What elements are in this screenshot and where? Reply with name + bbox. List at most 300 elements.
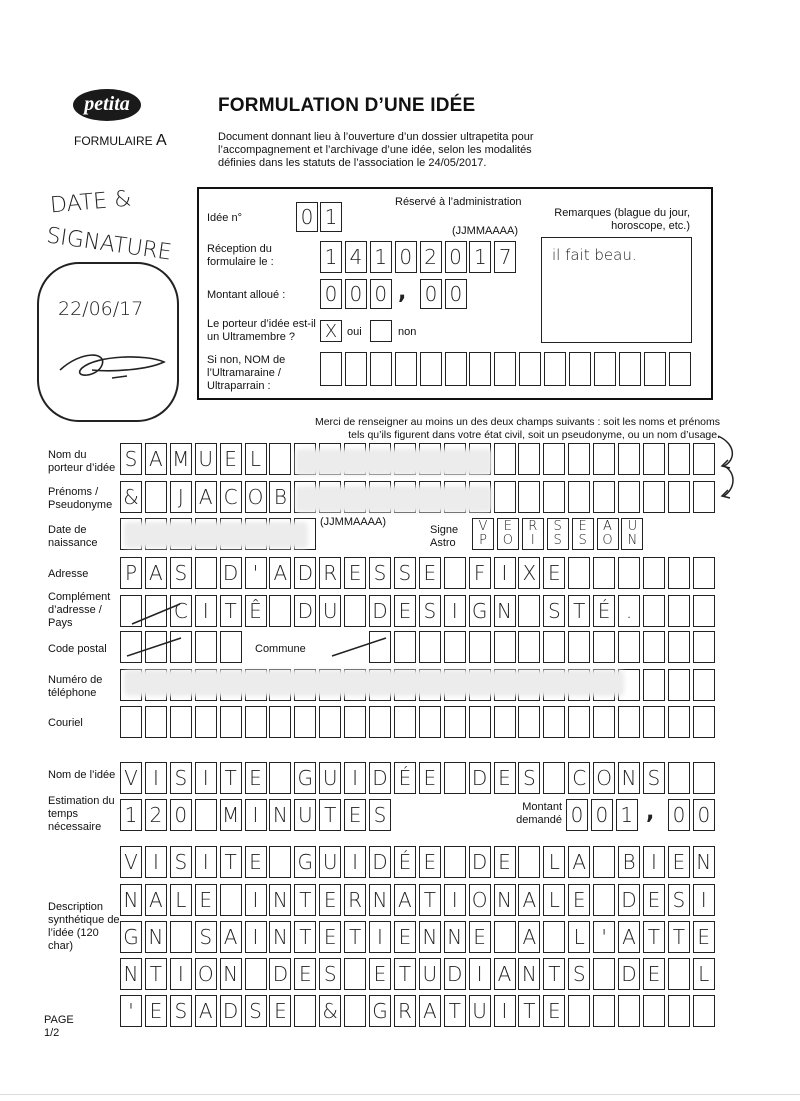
- nom-box[interactable]: L: [245, 443, 267, 475]
- description-box[interactable]: [245, 958, 267, 990]
- remarques-field[interactable]: [541, 237, 692, 343]
- prenoms-box[interactable]: [593, 481, 615, 513]
- ultramaraine-box[interactable]: [320, 352, 342, 386]
- nom-idee-box[interactable]: V: [120, 762, 142, 794]
- description-box[interactable]: D: [269, 958, 291, 990]
- nom-idee-box[interactable]: S: [170, 762, 192, 794]
- nom-box[interactable]: S: [120, 443, 142, 475]
- prenoms-box[interactable]: [668, 481, 690, 513]
- description-box[interactable]: I: [643, 846, 665, 878]
- complement-box[interactable]: [643, 595, 665, 627]
- idee-digit-2[interactable]: 1: [320, 202, 342, 232]
- courriel-box[interactable]: [319, 706, 341, 738]
- nom-idee-box[interactable]: E: [494, 762, 516, 794]
- description-box[interactable]: I: [145, 846, 167, 878]
- courriel-box[interactable]: [693, 706, 715, 738]
- adresse-box[interactable]: E: [344, 557, 366, 589]
- estimation-box[interactable]: E: [344, 799, 366, 831]
- description-box[interactable]: S: [170, 995, 192, 1027]
- montant-demande-box[interactable]: 0: [591, 799, 613, 831]
- non-checkbox[interactable]: [370, 320, 392, 342]
- description-box[interactable]: S: [170, 846, 192, 878]
- description-box[interactable]: T: [668, 921, 690, 953]
- nom-box[interactable]: A: [145, 443, 167, 475]
- ultramaraine-box[interactable]: [644, 352, 666, 386]
- description-box[interactable]: A: [518, 884, 540, 916]
- complement-box[interactable]: N: [494, 595, 516, 627]
- commune-box[interactable]: [568, 631, 590, 663]
- nom-idee-box[interactable]: I: [195, 762, 217, 794]
- complement-box[interactable]: D: [294, 595, 316, 627]
- description-box[interactable]: U: [319, 846, 341, 878]
- nom-idee-box[interactable]: S: [643, 762, 665, 794]
- description-box[interactable]: N: [145, 921, 167, 953]
- description-box[interactable]: D: [220, 995, 242, 1027]
- description-box[interactable]: A: [518, 921, 540, 953]
- description-box[interactable]: S: [319, 958, 341, 990]
- description-box[interactable]: I: [693, 884, 715, 916]
- adresse-box[interactable]: D: [220, 557, 242, 589]
- description-box[interactable]: S: [195, 921, 217, 953]
- adresse-box[interactable]: S: [369, 557, 391, 589]
- prenoms-box[interactable]: B: [269, 481, 291, 513]
- commune-box[interactable]: [618, 631, 640, 663]
- adresse-box[interactable]: [693, 557, 715, 589]
- reception-date-box[interactable]: 1: [370, 241, 392, 273]
- estimation-box[interactable]: U: [294, 799, 316, 831]
- description-box[interactable]: I: [444, 884, 466, 916]
- description-box[interactable]: [593, 958, 615, 990]
- signe-astro-box[interactable]: [522, 518, 544, 550]
- nom-box[interactable]: [518, 443, 540, 475]
- description-box[interactable]: I: [195, 846, 217, 878]
- description-box[interactable]: L: [543, 884, 565, 916]
- description-box[interactable]: T: [145, 958, 167, 990]
- description-box[interactable]: I: [245, 884, 267, 916]
- adresse-box[interactable]: [195, 557, 217, 589]
- complement-box[interactable]: E: [394, 595, 416, 627]
- description-box[interactable]: [693, 995, 715, 1027]
- description-box[interactable]: N: [518, 958, 540, 990]
- complement-box[interactable]: É: [593, 595, 615, 627]
- complement-box[interactable]: .: [618, 595, 640, 627]
- prenoms-box[interactable]: O: [245, 481, 267, 513]
- commune-box[interactable]: [593, 631, 615, 663]
- complement-box[interactable]: C: [170, 595, 192, 627]
- estimation-box[interactable]: T: [319, 799, 341, 831]
- description-box[interactable]: ': [593, 921, 615, 953]
- estimation-box[interactable]: 1: [120, 799, 142, 831]
- description-box[interactable]: E: [245, 846, 267, 878]
- complement-box[interactable]: [518, 595, 540, 627]
- description-box[interactable]: E: [319, 884, 341, 916]
- nom-idee-box[interactable]: T: [220, 762, 242, 794]
- description-box[interactable]: [668, 958, 690, 990]
- description-box[interactable]: E: [668, 846, 690, 878]
- description-box[interactable]: L: [693, 958, 715, 990]
- description-box[interactable]: S: [568, 958, 590, 990]
- nom-box[interactable]: [593, 443, 615, 475]
- description-box[interactable]: T: [419, 884, 441, 916]
- commune-box[interactable]: [518, 631, 540, 663]
- nom-box[interactable]: [693, 443, 715, 475]
- adresse-box[interactable]: A: [145, 557, 167, 589]
- description-box[interactable]: [170, 921, 192, 953]
- adresse-box[interactable]: P: [120, 557, 142, 589]
- courriel-box[interactable]: [369, 706, 391, 738]
- adresse-box[interactable]: E: [543, 557, 565, 589]
- description-box[interactable]: T: [444, 995, 466, 1027]
- ultramaraine-box[interactable]: [569, 352, 591, 386]
- description-box[interactable]: ': [120, 995, 142, 1027]
- ultramaraine-box[interactable]: [494, 352, 516, 386]
- description-box[interactable]: E: [195, 884, 217, 916]
- code-postal-box[interactable]: [220, 631, 242, 663]
- description-box[interactable]: [220, 884, 242, 916]
- complement-box[interactable]: [693, 595, 715, 627]
- description-box[interactable]: D: [469, 846, 491, 878]
- oui-checkbox[interactable]: X: [320, 320, 342, 342]
- reception-date-box[interactable]: 0: [445, 241, 467, 273]
- description-box[interactable]: L: [543, 846, 565, 878]
- courriel-box[interactable]: [444, 706, 466, 738]
- description-box[interactable]: T: [294, 884, 316, 916]
- description-box[interactable]: G: [369, 995, 391, 1027]
- nom-idee-box[interactable]: N: [618, 762, 640, 794]
- complement-box[interactable]: I: [195, 595, 217, 627]
- montant-demande-box[interactable]: 1: [616, 799, 638, 831]
- description-box[interactable]: I: [170, 958, 192, 990]
- estimation-box[interactable]: M: [220, 799, 242, 831]
- courriel-box[interactable]: [294, 706, 316, 738]
- code-postal-box[interactable]: [195, 631, 217, 663]
- montant-alloue-box[interactable]: 0: [370, 279, 392, 309]
- commune-box[interactable]: [693, 631, 715, 663]
- courriel-box[interactable]: [120, 706, 142, 738]
- description-box[interactable]: E: [494, 846, 516, 878]
- signe-astro-box[interactable]: [572, 518, 594, 550]
- description-box[interactable]: [593, 995, 615, 1027]
- commune-box[interactable]: [643, 631, 665, 663]
- description-box[interactable]: [543, 921, 565, 953]
- nom-box[interactable]: [618, 443, 640, 475]
- description-box[interactable]: A: [568, 846, 590, 878]
- adresse-box[interactable]: [643, 557, 665, 589]
- courriel-box[interactable]: [469, 706, 491, 738]
- nom-box[interactable]: [543, 443, 565, 475]
- prenoms-box[interactable]: C: [220, 481, 242, 513]
- description-box[interactable]: E: [643, 884, 665, 916]
- montant-alloue-box[interactable]: 0: [345, 279, 367, 309]
- commune-box[interactable]: [394, 631, 416, 663]
- description-box[interactable]: A: [145, 884, 167, 916]
- courriel-box[interactable]: [220, 706, 242, 738]
- adresse-box[interactable]: [618, 557, 640, 589]
- nom-idee-box[interactable]: G: [294, 762, 316, 794]
- description-box[interactable]: N: [419, 921, 441, 953]
- description-box[interactable]: N: [369, 884, 391, 916]
- reception-date-box[interactable]: 7: [494, 241, 516, 273]
- signe-astro-box[interactable]: [597, 518, 619, 550]
- nom-box[interactable]: [269, 443, 291, 475]
- description-box[interactable]: I: [469, 958, 491, 990]
- nom-box[interactable]: U: [195, 443, 217, 475]
- reception-date-box[interactable]: 1: [469, 241, 491, 273]
- nom-idee-box[interactable]: S: [518, 762, 540, 794]
- nom-idee-box[interactable]: O: [593, 762, 615, 794]
- adresse-box[interactable]: S: [394, 557, 416, 589]
- courriel-box[interactable]: [518, 706, 540, 738]
- estimation-box[interactable]: S: [369, 799, 391, 831]
- ultramaraine-box[interactable]: [445, 352, 467, 386]
- telephone-box[interactable]: [668, 669, 690, 701]
- description-box[interactable]: [344, 958, 366, 990]
- courriel-box[interactable]: [344, 706, 366, 738]
- nom-idee-box[interactable]: D: [469, 762, 491, 794]
- montant-alloue-box[interactable]: 0: [420, 279, 442, 309]
- estimation-box[interactable]: I: [245, 799, 267, 831]
- description-box[interactable]: I: [245, 921, 267, 953]
- signe-astro-box[interactable]: [472, 518, 494, 550]
- adresse-box[interactable]: I: [494, 557, 516, 589]
- adresse-box[interactable]: ': [245, 557, 267, 589]
- description-box[interactable]: E: [294, 958, 316, 990]
- reception-date-box[interactable]: 0: [395, 241, 417, 273]
- description-box[interactable]: N: [120, 958, 142, 990]
- description-box[interactable]: E: [145, 995, 167, 1027]
- description-box[interactable]: N: [693, 846, 715, 878]
- idee-digit-1[interactable]: 0: [296, 202, 318, 232]
- description-box[interactable]: N: [444, 921, 466, 953]
- description-box[interactable]: I: [369, 921, 391, 953]
- estimation-box[interactable]: 0: [170, 799, 192, 831]
- courriel-box[interactable]: [643, 706, 665, 738]
- complement-box[interactable]: [269, 595, 291, 627]
- description-box[interactable]: E: [419, 846, 441, 878]
- adresse-box[interactable]: S: [170, 557, 192, 589]
- complement-box[interactable]: U: [319, 595, 341, 627]
- signe-astro-box[interactable]: [547, 518, 569, 550]
- ultramaraine-box[interactable]: [395, 352, 417, 386]
- adresse-box[interactable]: [668, 557, 690, 589]
- montant-alloue-box[interactable]: 0: [320, 279, 342, 309]
- description-box[interactable]: T: [294, 921, 316, 953]
- description-box[interactable]: T: [394, 958, 416, 990]
- description-box[interactable]: [593, 846, 615, 878]
- prenoms-box[interactable]: [145, 481, 167, 513]
- nom-idee-box[interactable]: I: [145, 762, 167, 794]
- ultramaraine-box[interactable]: [345, 352, 367, 386]
- courriel-box[interactable]: [195, 706, 217, 738]
- nom-idee-box[interactable]: [543, 762, 565, 794]
- courriel-box[interactable]: [245, 706, 267, 738]
- nom-idee-box[interactable]: [693, 762, 715, 794]
- commune-box[interactable]: [543, 631, 565, 663]
- description-box[interactable]: T: [643, 921, 665, 953]
- nom-box[interactable]: [494, 443, 516, 475]
- description-box[interactable]: V: [120, 846, 142, 878]
- complement-box[interactable]: I: [444, 595, 466, 627]
- montant-demande-box[interactable]: 0: [566, 799, 588, 831]
- description-box[interactable]: [668, 995, 690, 1027]
- courriel-box[interactable]: [494, 706, 516, 738]
- complement-box[interactable]: S: [419, 595, 441, 627]
- nom-idee-box[interactable]: I: [344, 762, 366, 794]
- description-box[interactable]: E: [643, 958, 665, 990]
- description-box[interactable]: E: [469, 921, 491, 953]
- complement-box[interactable]: [668, 595, 690, 627]
- prenoms-box[interactable]: [518, 481, 540, 513]
- description-box[interactable]: E: [319, 921, 341, 953]
- nom-box[interactable]: E: [220, 443, 242, 475]
- description-box[interactable]: R: [344, 884, 366, 916]
- description-box[interactable]: [344, 995, 366, 1027]
- description-box[interactable]: U: [419, 958, 441, 990]
- estimation-box[interactable]: N: [269, 799, 291, 831]
- nom-box[interactable]: M: [170, 443, 192, 475]
- adresse-box[interactable]: F: [469, 557, 491, 589]
- complement-box[interactable]: G: [469, 595, 491, 627]
- description-box[interactable]: [269, 846, 291, 878]
- complement-box[interactable]: T: [220, 595, 242, 627]
- montant-demande-box[interactable]: 0: [668, 799, 690, 831]
- description-box[interactable]: T: [220, 846, 242, 878]
- description-box[interactable]: [294, 995, 316, 1027]
- commune-box[interactable]: [494, 631, 516, 663]
- prenoms-box[interactable]: &: [120, 481, 142, 513]
- courriel-box[interactable]: [170, 706, 192, 738]
- adresse-box[interactable]: A: [269, 557, 291, 589]
- description-box[interactable]: E: [543, 995, 565, 1027]
- reception-date-box[interactable]: 1: [320, 241, 342, 273]
- courriel-box[interactable]: [419, 706, 441, 738]
- montant-demande-box[interactable]: 0: [693, 799, 715, 831]
- courriel-box[interactable]: [618, 706, 640, 738]
- description-box[interactable]: [518, 846, 540, 878]
- description-box[interactable]: L: [170, 884, 192, 916]
- nom-idee-box[interactable]: C: [568, 762, 590, 794]
- description-box[interactable]: E: [394, 921, 416, 953]
- courriel-box[interactable]: [394, 706, 416, 738]
- adresse-box[interactable]: [593, 557, 615, 589]
- description-box[interactable]: D: [618, 958, 640, 990]
- description-box[interactable]: A: [419, 995, 441, 1027]
- description-box[interactable]: [568, 995, 590, 1027]
- prenoms-box[interactable]: A: [195, 481, 217, 513]
- complement-box[interactable]: Ê: [245, 595, 267, 627]
- description-box[interactable]: D: [369, 846, 391, 878]
- courriel-box[interactable]: [145, 706, 167, 738]
- nom-idee-box[interactable]: [444, 762, 466, 794]
- description-box[interactable]: T: [543, 958, 565, 990]
- telephone-box[interactable]: [643, 669, 665, 701]
- complement-box[interactable]: T: [568, 595, 590, 627]
- description-box[interactable]: R: [394, 995, 416, 1027]
- prenoms-box[interactable]: [618, 481, 640, 513]
- ultramaraine-box[interactable]: [469, 352, 491, 386]
- description-box[interactable]: T: [518, 995, 540, 1027]
- prenoms-box[interactable]: [568, 481, 590, 513]
- description-box[interactable]: S: [245, 995, 267, 1027]
- estimation-box[interactable]: [195, 799, 217, 831]
- description-box[interactable]: A: [220, 921, 242, 953]
- prenoms-box[interactable]: [543, 481, 565, 513]
- complement-box[interactable]: [344, 595, 366, 627]
- description-box[interactable]: T: [344, 921, 366, 953]
- commune-box[interactable]: [444, 631, 466, 663]
- description-box[interactable]: E: [568, 884, 590, 916]
- courriel-box[interactable]: [543, 706, 565, 738]
- courriel-box[interactable]: [269, 706, 291, 738]
- description-box[interactable]: A: [618, 921, 640, 953]
- prenoms-box[interactable]: J: [170, 481, 192, 513]
- description-box[interactable]: [618, 995, 640, 1027]
- ultramaraine-box[interactable]: [519, 352, 541, 386]
- description-box[interactable]: É: [394, 846, 416, 878]
- description-box[interactable]: N: [269, 884, 291, 916]
- nom-idee-box[interactable]: É: [394, 762, 416, 794]
- courriel-box[interactable]: [593, 706, 615, 738]
- complement-box[interactable]: S: [543, 595, 565, 627]
- description-box[interactable]: B: [618, 846, 640, 878]
- description-box[interactable]: O: [195, 958, 217, 990]
- description-box[interactable]: L: [568, 921, 590, 953]
- adresse-box[interactable]: [444, 557, 466, 589]
- ultramaraine-box[interactable]: [544, 352, 566, 386]
- description-box[interactable]: A: [195, 995, 217, 1027]
- adresse-box[interactable]: D: [294, 557, 316, 589]
- description-box[interactable]: G: [120, 921, 142, 953]
- commune-box[interactable]: [668, 631, 690, 663]
- nom-idee-box[interactable]: [269, 762, 291, 794]
- adresse-box[interactable]: [568, 557, 590, 589]
- description-box[interactable]: O: [469, 884, 491, 916]
- description-box[interactable]: N: [494, 884, 516, 916]
- telephone-box[interactable]: [693, 669, 715, 701]
- description-box[interactable]: N: [120, 884, 142, 916]
- reception-date-box[interactable]: 4: [345, 241, 367, 273]
- description-box[interactable]: N: [220, 958, 242, 990]
- prenoms-box[interactable]: [494, 481, 516, 513]
- estimation-box[interactable]: 2: [145, 799, 167, 831]
- nom-box[interactable]: [668, 443, 690, 475]
- prenoms-box[interactable]: [693, 481, 715, 513]
- commune-box[interactable]: [469, 631, 491, 663]
- description-box[interactable]: N: [269, 921, 291, 953]
- complement-box[interactable]: D: [369, 595, 391, 627]
- description-box[interactable]: [593, 884, 615, 916]
- montant-alloue-box[interactable]: 0: [445, 279, 467, 309]
- courriel-box[interactable]: [668, 706, 690, 738]
- description-box[interactable]: A: [494, 958, 516, 990]
- description-box[interactable]: I: [494, 995, 516, 1027]
- nom-idee-box[interactable]: D: [369, 762, 391, 794]
- ultramaraine-box[interactable]: [420, 352, 442, 386]
- description-box[interactable]: E: [269, 995, 291, 1027]
- reception-date-box[interactable]: 2: [420, 241, 442, 273]
- description-box[interactable]: I: [344, 846, 366, 878]
- nom-box[interactable]: [643, 443, 665, 475]
- description-box[interactable]: D: [444, 958, 466, 990]
- ultramaraine-box[interactable]: [619, 352, 641, 386]
- description-box[interactable]: G: [294, 846, 316, 878]
- description-box[interactable]: [444, 846, 466, 878]
- description-box[interactable]: E: [369, 958, 391, 990]
- description-box[interactable]: U: [469, 995, 491, 1027]
- adresse-box[interactable]: R: [319, 557, 341, 589]
- nom-idee-box[interactable]: E: [419, 762, 441, 794]
- description-box[interactable]: S: [668, 884, 690, 916]
